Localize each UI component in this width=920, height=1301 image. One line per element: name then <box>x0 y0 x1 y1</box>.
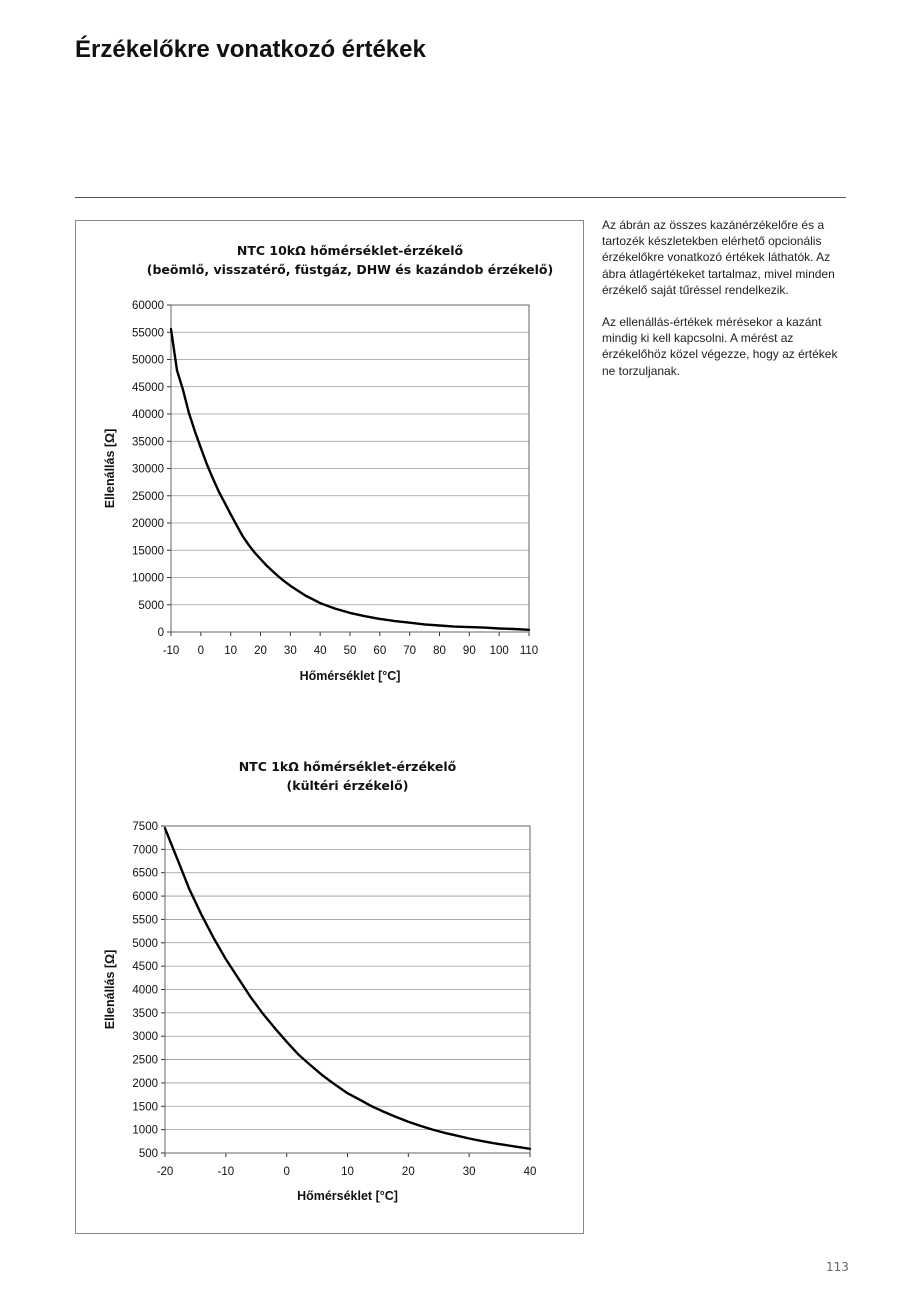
side-paragraph-2: Az ellenállás-értékek mérésekor a kazánt mindig ki kell kapcsolni. A mérést az érzékelőhöz közel végezze, hogy az értékek ne torzuljanak. <box>602 315 838 378</box>
chart-2-ylabel: Ellenállás [Ω] <box>103 949 117 1030</box>
page-number: 113 <box>826 1260 849 1274</box>
chart-1-ytick-label: 30000 <box>132 463 164 476</box>
chart-1-xtick-label: 30 <box>283 645 297 657</box>
chart-1-ytick-label: 35000 <box>132 436 164 449</box>
chart-2-ytick-label: 2000 <box>132 1077 158 1090</box>
chart-2-ytick-label: 6000 <box>132 891 158 904</box>
chart-1-xtick-label: 20 <box>254 645 267 657</box>
chart-2-ytick-label: 5500 <box>132 914 158 927</box>
chart-2-xtick-label: 40 <box>523 1166 537 1178</box>
chart-1-ytick-label: 60000 <box>132 300 164 312</box>
chart-2-ytick-label: 7500 <box>132 821 158 833</box>
chart-1-xtick-label: 50 <box>343 645 357 657</box>
chart-2-xtick-label: -20 <box>156 1166 174 1178</box>
chart-2-ytick-label: 3500 <box>132 1007 158 1020</box>
chart-2-subtitle: (kültéri érzékelő) <box>286 778 409 793</box>
chart-2-xtick-label: 30 <box>462 1166 476 1178</box>
chart-1-ytick-label: 15000 <box>132 545 164 558</box>
chart-1-xtick-label: 100 <box>489 645 509 657</box>
chart-2-ytick-label: 7000 <box>132 844 158 857</box>
chart-2-ytick-label: 4500 <box>132 961 158 974</box>
chart-1-ytick-label: 10000 <box>132 572 164 585</box>
chart-1-ytick-label: 25000 <box>132 490 164 503</box>
chart-1-ytick-label: 55000 <box>132 327 164 340</box>
chart-2-xtick-label: -10 <box>217 1166 235 1178</box>
chart-2-xtick-label: 0 <box>283 1166 290 1178</box>
chart-1-ytick-label: 45000 <box>132 381 164 394</box>
charts-svg <box>76 221 585 1235</box>
chart-1-ytick-label: 5000 <box>138 599 164 612</box>
chart-2-xlabel: Hőmérséklet [°C] <box>297 1189 398 1203</box>
chart-1-xtick-label: -10 <box>162 645 180 657</box>
side-text <box>602 217 852 395</box>
title-divider <box>75 197 846 198</box>
chart-1-xtick-label: 10 <box>224 645 238 657</box>
chart-1-xtick-label: 0 <box>197 645 205 657</box>
chart-1-ytick-label: 0 <box>157 627 164 639</box>
chart-1-ytick-label: 50000 <box>132 354 164 367</box>
chart-2-ytick-label: 4000 <box>132 984 158 997</box>
charts-frame <box>75 220 584 1234</box>
chart-1-xtick-label: 90 <box>462 645 476 657</box>
chart-2-ytick-label: 5000 <box>132 937 158 950</box>
chart-2-ytick-label: 1000 <box>132 1124 158 1137</box>
chart-1-xtick-label: 40 <box>313 645 327 657</box>
chart-2-ytick-label: 2500 <box>132 1054 158 1067</box>
chart-2-ytick-label: 1500 <box>132 1101 158 1114</box>
chart-1-xtick-label: 80 <box>433 645 446 657</box>
page-title: Érzékelőkre vonatkozó értékek <box>75 36 426 63</box>
chart-2-series-line <box>165 828 530 1149</box>
chart-1-series-line <box>171 329 529 630</box>
chart-2-xtick-label: 10 <box>341 1166 354 1178</box>
chart-2-ytick-label: 3000 <box>132 1031 158 1044</box>
chart-1-ytick-label: 20000 <box>132 518 164 530</box>
chart-1-xtick-label: 60 <box>373 645 387 657</box>
chart-1-subtitle: (beömlő, visszatérő, füstgáz, DHW és kazándob érzékelő) <box>146 262 554 277</box>
chart-2-xtick-label: 20 <box>401 1166 415 1178</box>
chart-2-ytick-label: 500 <box>138 1148 158 1160</box>
chart-1-xtick-label: 70 <box>403 645 417 657</box>
chart-2-ytick-label: 6500 <box>132 867 158 880</box>
chart-2-title: NTC 1kΩ hőmérséklet-érzékelő <box>238 759 457 774</box>
chart-1-xlabel: Hőmérséklet [°C] <box>299 669 401 683</box>
chart-1-ytick-label: 40000 <box>132 409 164 421</box>
chart-1-title: NTC 10kΩ hőmérséklet-érzékelő <box>236 243 464 258</box>
side-paragraph-1: Az ábrán az összes kazánérzékelőre és a tartozék készletekben elérhető opcionális érzékelőkre vonatkozó értékek láthatók. Az ábra átlagértékeket tartalmaz, mivel minden érzékelő saját tűréssel rendelkezik. <box>602 218 835 297</box>
chart-1-ylabel: Ellenállás [Ω] <box>103 428 117 509</box>
chart-1-xtick-label: 110 <box>519 645 539 657</box>
